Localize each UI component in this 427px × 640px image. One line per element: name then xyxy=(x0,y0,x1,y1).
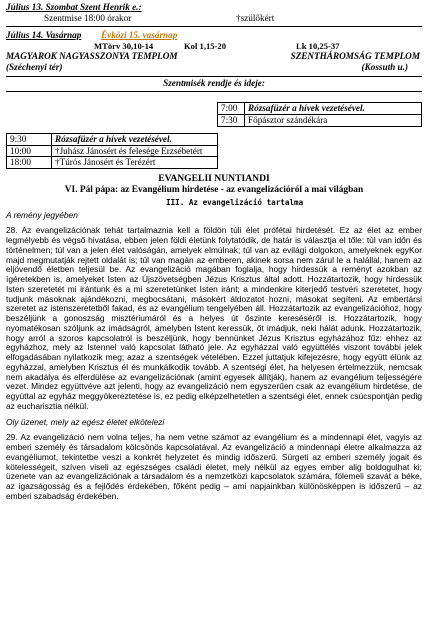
church-2-location: (Kossuth u.) xyxy=(361,62,408,72)
saturday-mass-time: Szentmise 18:00 órakor xyxy=(44,13,132,23)
schedule-row xyxy=(7,133,218,145)
readings-row xyxy=(6,41,422,51)
paragraph-28: 28. Az evangelizációnak tehát tartalmaznia kell a földön túli élet prófétai hirdetését. Ez az élet az ember legmélyebb és végső hivatása, ebben jelen földi életünk folytatódik, de határ is választja el tőle: túl van időn és történelmen; túl van a jelen élet valóságán, amelyek elmúlnak; túl van az evilági dolgokon, amelyeknek egyKor majd megmutatják rejtett oldalát is; túl van magán az emberen, akinek sorsa nem zárul le a halállal, hanem az eljövendő életben teljesül be. Az evangelizáció magában foglalja, hogy hirdessük a reményt azokban az ígéretekben is, amelyeket Isten az Újszövetségben Jézus Krisztus által adott. Hozzátartozik, hogy hirdessük Isten szeretetét mi irántunk és a mi szeretetünket Isten iránt; a mindenkire kiterjedő testvéri szeretetet, hogy tudjunk másoknak ajándékozni, megbocsátani, másokért áldozatot hozni, másokat segíteni. Az embertársi szeretet az istenszeretetből fakad, és az evangélium tengelyében áll. Hozzátartozik az evangelizációhoz, hogy beszéljünk a gonoszság misztériumáról és a helyes út őszinte kereséséről is. Hozzátartozik, hogy nyomatékosan szóljunk az imádságról, amelyben Istent keressük, őt imádjuk, neki hálát adunk. Hozzátartozik, hogy arról a szoros kapcsolatról is beszéljünk, hogy bennünket Jézus Krisztus egyházához fűz: ehhez az egyházhoz, mely az Istennel való kapcsolat látható jele. Az egyházzal való együttélés viszont további jelek elfogadásában nyilatkozik meg; azaz a szentségek vételében. Ezzel juttatjuk kifejezésre, hogy együtt élünk az egyházzal, amelyben Krisztus él és munkálkodik tovább. A szentségi élet, ha helyesen értelmezzük, nemcsak nem akadálya és elferdülése az evangelizációnak (amint egyesek állítják), hanem az evangélium teljességére vezet. Mindez együttvéve azt jelenti, hogy az evangelizáció nem egyszerűen csak az evangélium hirdetése, de egyúttal az egyház meggyökereztetése is, ez pedig elképzelhetetlen a szentségi élet, ennek csúcspontján pedig az eucharisztia nélkül. xyxy=(6,225,422,411)
schedule-text: Rózsafüzér a hívek vezetésével. xyxy=(52,133,218,145)
churches-sub-row xyxy=(6,62,422,73)
right-schedule-table xyxy=(217,102,422,127)
schedule-time: 7:30 xyxy=(218,114,245,126)
schedule-text: †Juhász Jánosért és felesége Erzsébetért xyxy=(52,145,218,157)
left-schedule-table xyxy=(6,133,218,170)
section-title: III. Az evangelizáció tartalma xyxy=(166,197,304,207)
saturday-row xyxy=(6,2,422,13)
divider xyxy=(6,26,422,27)
divider xyxy=(6,76,422,77)
schedule-time: 7:00 xyxy=(218,103,245,115)
paragraph-29: 29. Az evangelizáció nem volna teljes, ha nem vetne számot az evangélium és a mindennapi élet, vagyis az emberi személy és társadalom kölcsönös kapcsolatával. Az evangelizáció a mindennapi életre alkalmazza az evangéliumot, tekintetbe veszi a konkrét helyzetet és mindig időszerű. Sürgeti az emberi személy jogait és kötelességeit, szíven viseli az egészséges családi életet, mely nélkül az egyes ember alig boldogulhat ki; üzenete van az evangelizációnak a társadalom és a nemzetközi kapcsolatok számára, fölemeli szavát a béke, az igazságosság és a fejlődés érdekében, főként pedig – ami napjainkban különösképpen is időszerű – az emberi szabadság érdekében. xyxy=(6,432,422,501)
schedule-row xyxy=(218,114,422,126)
schedule-time: 9:30 xyxy=(7,133,52,145)
schedule-text: Főpásztor szándékára xyxy=(245,114,422,126)
schedule-time: 10:00 xyxy=(7,145,52,157)
reading-3: Lk 10,25-37 xyxy=(296,41,340,51)
reading-1: MTörv 30,10-14 xyxy=(94,41,154,51)
church-2-name: SZENTHÁROMSÁG TEMPLOM xyxy=(290,51,420,61)
church-1-name: MAGYAROK NAGYASSZONYA TEMPLOM xyxy=(6,51,178,61)
schedule-text: Rózsafüzér a hívek vezetésével. xyxy=(245,103,422,115)
church-1-location: (Széchenyi tér) xyxy=(6,62,63,72)
schedule-row xyxy=(7,157,218,169)
schedule-title: Szentmisék rendje és ideje: xyxy=(163,78,265,88)
saturday-mass-row xyxy=(6,13,422,25)
document-heading: EVANGELII NUNTIANDI xyxy=(158,173,270,185)
schedule-row xyxy=(218,103,422,115)
sunday-feast: Évközi 15. vasárnap xyxy=(101,30,178,40)
saturday-date: Július 13. Szombat Szent Henrik e.: xyxy=(6,2,142,12)
document-subheading: VI. Pál pápa: az Evangélium hirdetése - az evangelizációról a mai világban xyxy=(64,184,364,195)
sunday-date-row xyxy=(6,30,422,41)
churches-row xyxy=(6,51,422,62)
sunday-date: Július 14. Vasárnap xyxy=(6,30,82,40)
schedule-time: 18:00 xyxy=(7,157,52,169)
reading-2: Kol 1,15-20 xyxy=(184,41,227,51)
subtitle-hope: A remény jegyében xyxy=(6,209,78,220)
schedule-text: †Túrós Jánosért és Terézért xyxy=(52,157,218,169)
saturday-mass-intention: †szülőkért xyxy=(236,13,275,23)
subtitle-message: Oly üzenet, mely az egész életet elkötelezi xyxy=(6,416,165,427)
bulletin-page xyxy=(6,2,422,502)
schedule-row xyxy=(7,145,218,157)
